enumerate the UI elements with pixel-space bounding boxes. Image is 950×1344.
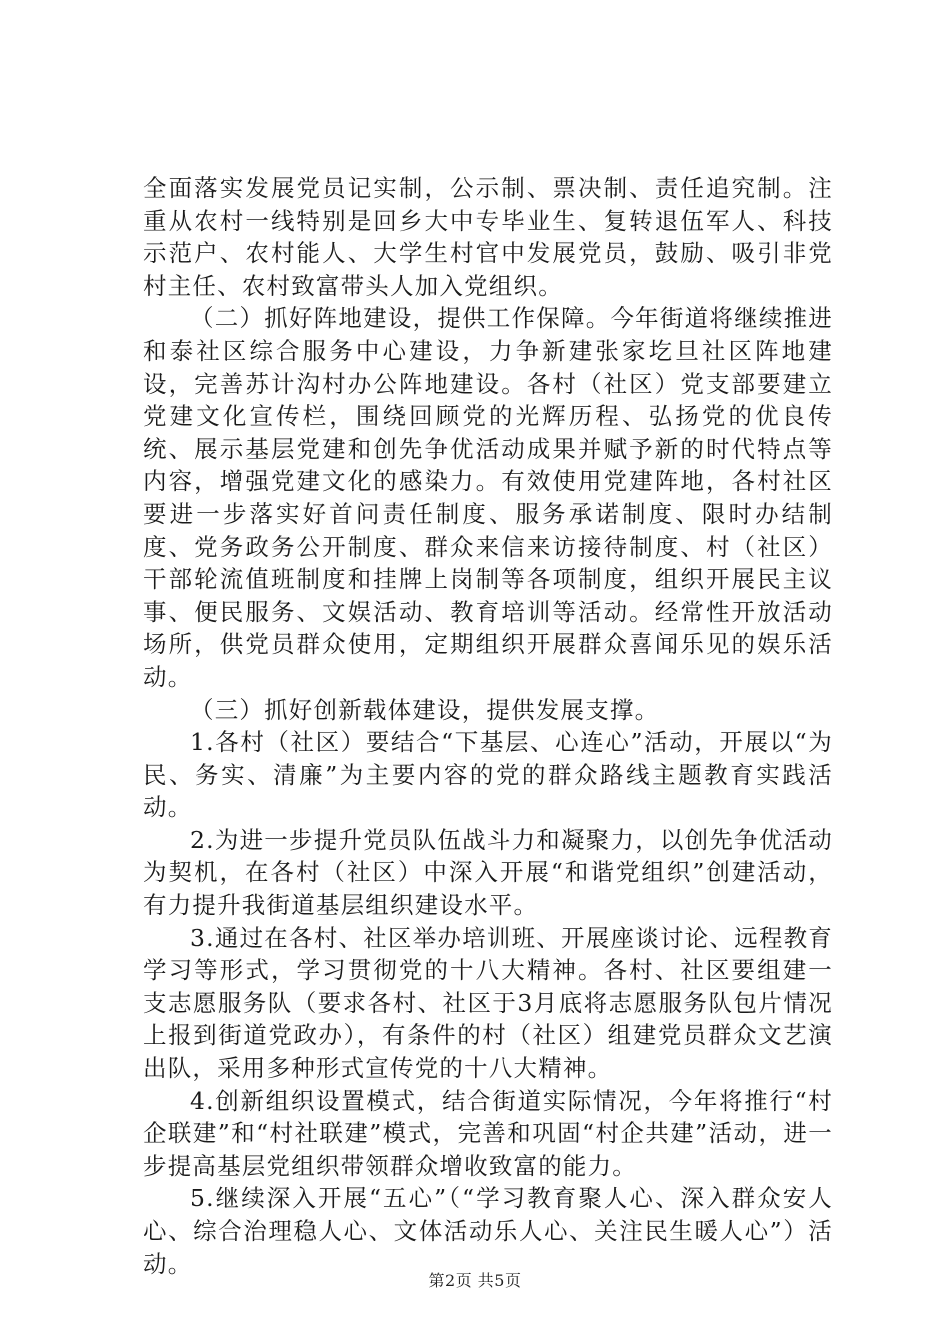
paragraph-item-2: 2.为进一步提升党员队伍战斗力和凝聚力，以创先争优活动为契机，在各村（社区）中深入开展“和谐党组织”创建活动，有力提升我街道基层组织建设水平。 <box>143 825 833 920</box>
paragraph-item-4: 4.创新组织设置模式，结合街道实际情况，今年将推行“村企联建”和“村社联建”模式，完善和巩固“村企共建”活动，进一步提高基层党组织带领群众增收致富的能力。 <box>143 1086 833 1180</box>
paragraph-continuation: 全面落实发展党员记实制，公示制、票决制、责任追究制。注重从农村一线特别是回乡大中专毕业生、复转退伍军人、科技示范户、农村能人、大学生村官中发展党员，鼓励、吸引非党村主任、农村致富带头人加入党组织。 <box>143 174 833 300</box>
document-body <box>143 172 833 1280</box>
paragraph-section-three-heading: （三）抓好创新载体建设，提供发展支撑。 <box>190 695 660 724</box>
paragraph-item-5: 5.继续深入开展“五心”（“学习教育聚人心、深入群众安人心、综合治理稳人心、文体活动乐人心、关注民生暖人心”）活动。 <box>143 1184 833 1278</box>
page-number-footer: 第2页 共5页 <box>428 1271 522 1290</box>
paragraph-item-1: 1.各村（社区）要结合“下基层、心连心”活动，开展以“为民、务实、清廉”为主要内容的党的群众路线主题教育实践活动。 <box>143 728 833 822</box>
paragraph-item-3: 3.通过在各村、社区举办培训班、开展座谈讨论、远程教育学习等形式，学习贯彻党的十八大精神。各村、社区要组建一支志愿服务队（要求各村、社区于3月底将志愿服务队包片情况上报到街道党政办），有条件的村（社区）组建党员群众文艺演出队，采用多种形式宣传党的十八大精神。 <box>143 923 833 1083</box>
paragraph-section-two: （二）抓好阵地建设，提供工作保障。今年街道将继续推进和泰社区综合服务中心建设，力争新建张家圪旦社区阵地建设，完善苏计沟村办公阵地建设。各村（社区）党支部要建立党建文化宣传栏，围绕回顾党的光辉历程、弘扬党的优良传统、展示基层党建和创先争优活动成果并赋予新的时代特点等内容，增强党建文化的感染力。有效使用党建阵地，各村社区要进一步落实好首问责任制度、服务承诺制度、限时办结制度、党务政务公开制度、群众来信来访接待制度、村（社区）干部轮流值班制度和挂牌上岗制等各项制度，组织开展民主议事、便民服务、文娱活动、教育培训等活动。经常性开放活动场所，供党员群众使用，定期组织开展群众喜闻乐见的娱乐活动。 <box>143 304 833 691</box>
